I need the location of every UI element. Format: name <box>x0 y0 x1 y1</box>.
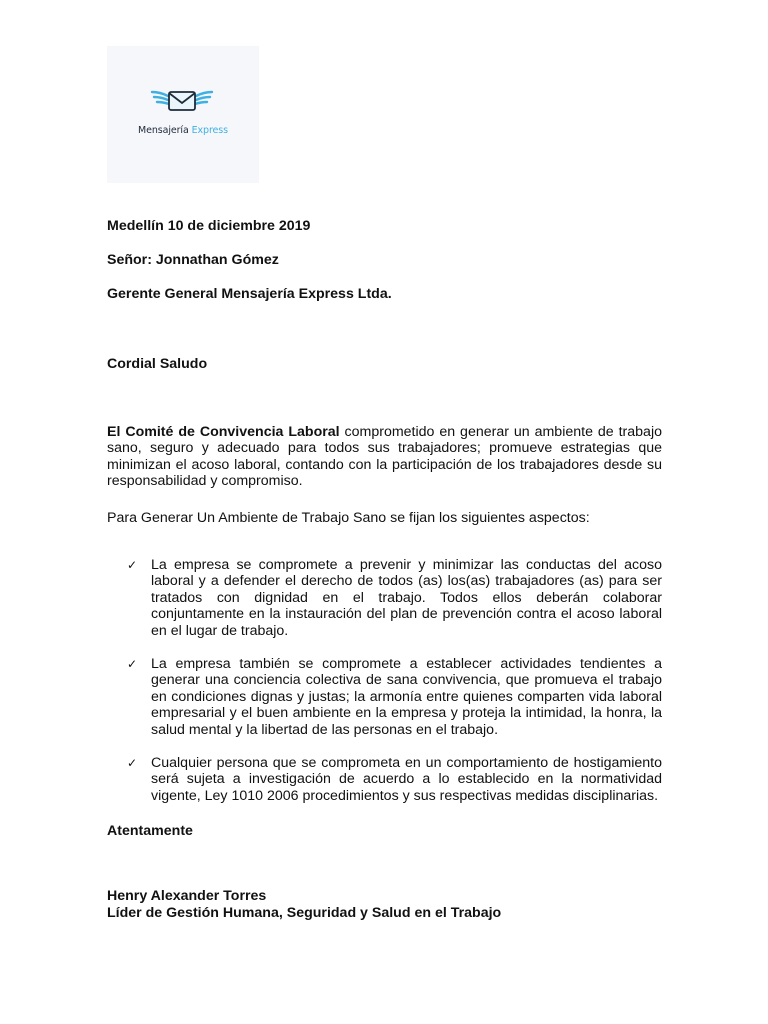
aspect-text: La empresa se compromete a prevenir y minimizar las conductas del acoso laboral y a defender el derecho de todos (as) los(as) trabajadores (as) para ser tratados con dignidad en el trabajo. Todos ellos deberán colaborar conjuntamente en la instauración del plan de prevención contra el acoso laboral en el lugar de trabajo. <box>151 557 662 639</box>
list-item <box>107 755 662 804</box>
list-item <box>107 557 662 639</box>
closing: Atentamente <box>107 823 193 839</box>
signer-name: Henry Alexander Torres <box>107 888 267 904</box>
checkmark-icon: ✓ <box>127 657 138 672</box>
signature-block <box>107 888 501 922</box>
committee-name: El Comité de Convivencia Laboral <box>107 424 340 440</box>
logo-name-part1: Mensajería <box>137 125 189 136</box>
aspects-list <box>107 557 662 804</box>
aspect-text: La empresa también se compromete a establecer actividades tendientes a generar una conciencia colectiva de sana convivencia, que promueva el trabajo en condiciones dignas y justas; la armonía entre quienes comparten vida laboral empresarial y el buen ambiente en la empresa y proteja la intimidad, la honra, la salud mental y la libertad de las personas en el trabajo. <box>151 656 662 738</box>
intro-paragraph <box>107 424 662 490</box>
recipient-name: Señor: Jonnathan Gómez <box>107 252 279 268</box>
winged-envelope-icon <box>150 86 214 116</box>
intro-text: comprometido en generar un ambiente de trabajo sano, seguro y adecuado para todos sus trabajadores; promueve estrategias que minimizan el acoso laboral, contando con la participación de los trabajadores desde su responsabilidad y compromiso. <box>107 424 662 490</box>
checkmark-icon: ✓ <box>127 558 138 572</box>
checkmark-icon: ✓ <box>127 756 138 771</box>
recipient-title: Gerente General Mensajería Express Ltda. <box>107 286 392 302</box>
aspect-text: Cualquier persona que se comprometa en un comportamiento de hostigamiento será sujeta a investigación de acuerdo a lo establecido en la normatividad vigente, Ley 1010 2006 procedimientos y sus respectivas medidas disciplinarias. <box>151 755 662 804</box>
company-logo <box>107 46 259 183</box>
aspects-lead-in: Para Generar Un Ambiente de Trabajo Sano se fijan los siguientes aspectos: <box>107 510 590 526</box>
list-item <box>107 656 662 738</box>
logo-wordmark <box>107 125 259 136</box>
greeting: Cordial Saludo <box>107 356 208 372</box>
signer-title: Líder de Gestión Humana, Seguridad y Salud en el Trabajo <box>107 905 502 921</box>
logo-name-part2: Express <box>191 125 228 136</box>
letter-date: Medellín 10 de diciembre 2019 <box>107 218 311 234</box>
